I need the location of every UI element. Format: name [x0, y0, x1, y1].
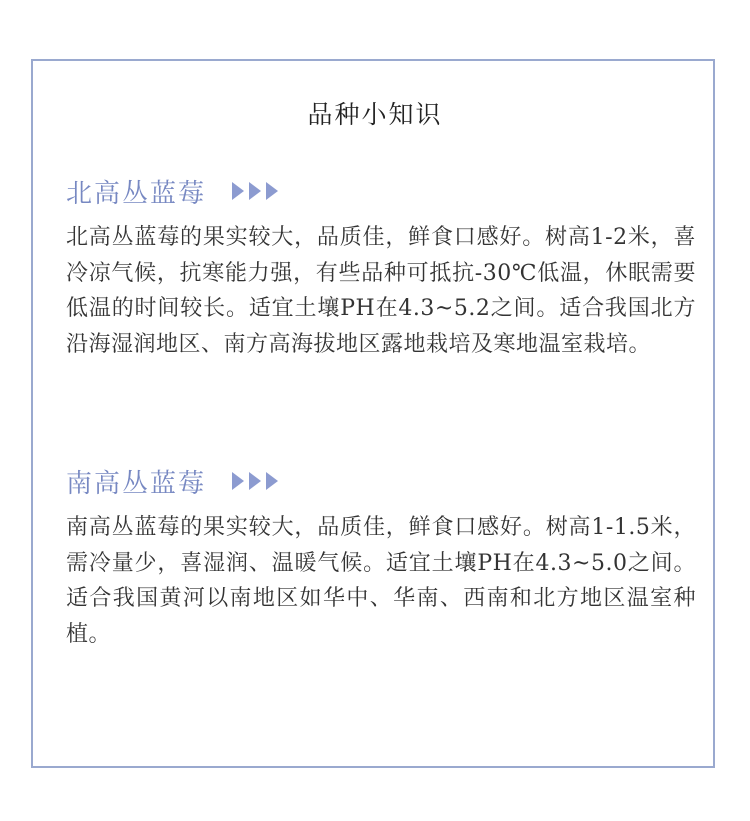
- content-frame: [31, 59, 715, 768]
- section-heading: [66, 172, 696, 210]
- play-arrow-icon: [249, 472, 261, 490]
- triple-play-arrow-icon: [232, 182, 283, 200]
- play-arrow-icon: [232, 472, 244, 490]
- section-body: 南高丛蓝莓的果实较大，品质佳，鲜食口感好。树高1-1.5米，需冷量少，喜湿润、温暖气候。适宜土壤PH在4.3~5.0之间。适合我国黄河以南地区如华中、华南、西南和北方地区温室种植。: [66, 515, 696, 647]
- play-arrow-icon: [249, 182, 261, 200]
- page-title: 品种小知识: [307, 100, 443, 129]
- play-arrow-icon: [266, 472, 278, 490]
- section-body: 北高丛蓝莓的果实较大，品质佳，鲜食口感好。树高1-2米，喜冷凉气候，抗寒能力强，有些品种可抵抗-30℃低温，休眠需要低温的时间较长。适宜土壤PH在4.3~5.2之间。适合我国北方沿海湿润地区、南方高海拔地区露地栽培及寒地温室栽培。: [66, 225, 696, 357]
- triple-play-arrow-icon: [232, 472, 283, 490]
- section-heading: [66, 462, 696, 500]
- section-south-highbush: [66, 462, 696, 652]
- section-title: 北高丛蓝莓: [66, 178, 207, 209]
- play-arrow-icon: [232, 182, 244, 200]
- play-arrow-icon: [266, 182, 278, 200]
- section-north-highbush: [66, 172, 696, 362]
- section-title: 南高丛蓝莓: [66, 468, 207, 499]
